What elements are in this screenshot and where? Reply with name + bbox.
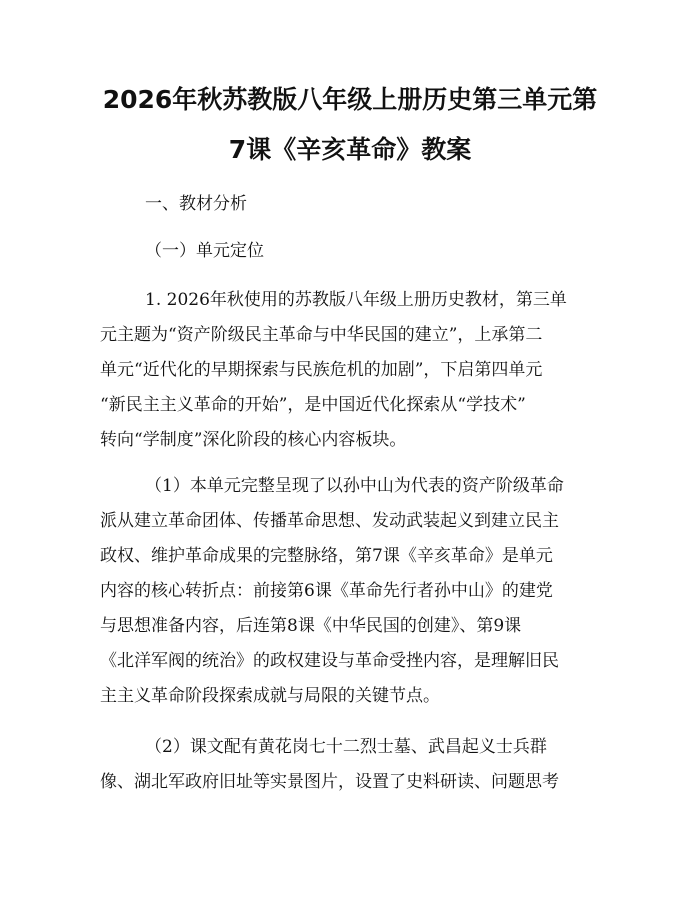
paragraph-line: （2）课文配有黄花岗七十二烈士墓、武昌起义士兵群	[145, 737, 547, 757]
paragraph-line: “新民主主义革命的开始”，是中国近代化探索从“学技术”	[100, 395, 526, 415]
document-title-line-1: 2026年秋苏教版八年级上册历史第三单元第	[102, 85, 598, 114]
paragraph-line: 政权、维护革命成果的完整脉络，第7课《辛亥革命》是单元	[100, 546, 553, 566]
paragraph-line: 1. 2026年秋使用的苏教版八年级上册历史教材，第三单	[145, 290, 567, 310]
section-heading-level2: （一）单元定位	[145, 241, 264, 261]
paragraph-line: 像、湖北军政府旧址等实景图片，设置了史料研读、问题思考	[100, 772, 559, 792]
paragraph-line: 元主题为“资产阶级民主革命与中华民国的建立”，上承第二	[100, 325, 543, 345]
paragraph-line: 主主义革命阶段探索成就与局限的关键节点。	[100, 686, 440, 706]
paragraph-line: 派从建立革命团体、传播革命思想、发动武装起义到建立民主	[100, 511, 559, 531]
paragraph-unit-theme	[100, 283, 600, 458]
paragraph-unit-structure	[100, 469, 600, 714]
paragraph-line: （1）本单元完整呈现了以孙中山为代表的资产阶级革命	[145, 476, 564, 496]
paragraph-line: 《北洋军阀的统治》的政权建设与革命受挫内容，是理解旧民	[100, 651, 559, 671]
paragraph-line: 内容的核心转折点：前接第6课《革命先行者孙中山》的建党	[100, 581, 553, 601]
paragraph-line: 单元“近代化的早期探索与民族危机的加剧”，下启第四单元	[100, 360, 543, 380]
document-title-line-2: 7课《辛亥革命》教案	[228, 135, 472, 164]
paragraph-textbook-images	[100, 730, 600, 800]
paragraph-line: 转向“学制度”深化阶段的核心内容板块。	[100, 430, 407, 450]
section-heading-level1: 一、教材分析	[145, 194, 247, 214]
paragraph-line: 与思想准备内容，后连第8课《中华民国的创建》、第9课	[100, 616, 522, 636]
